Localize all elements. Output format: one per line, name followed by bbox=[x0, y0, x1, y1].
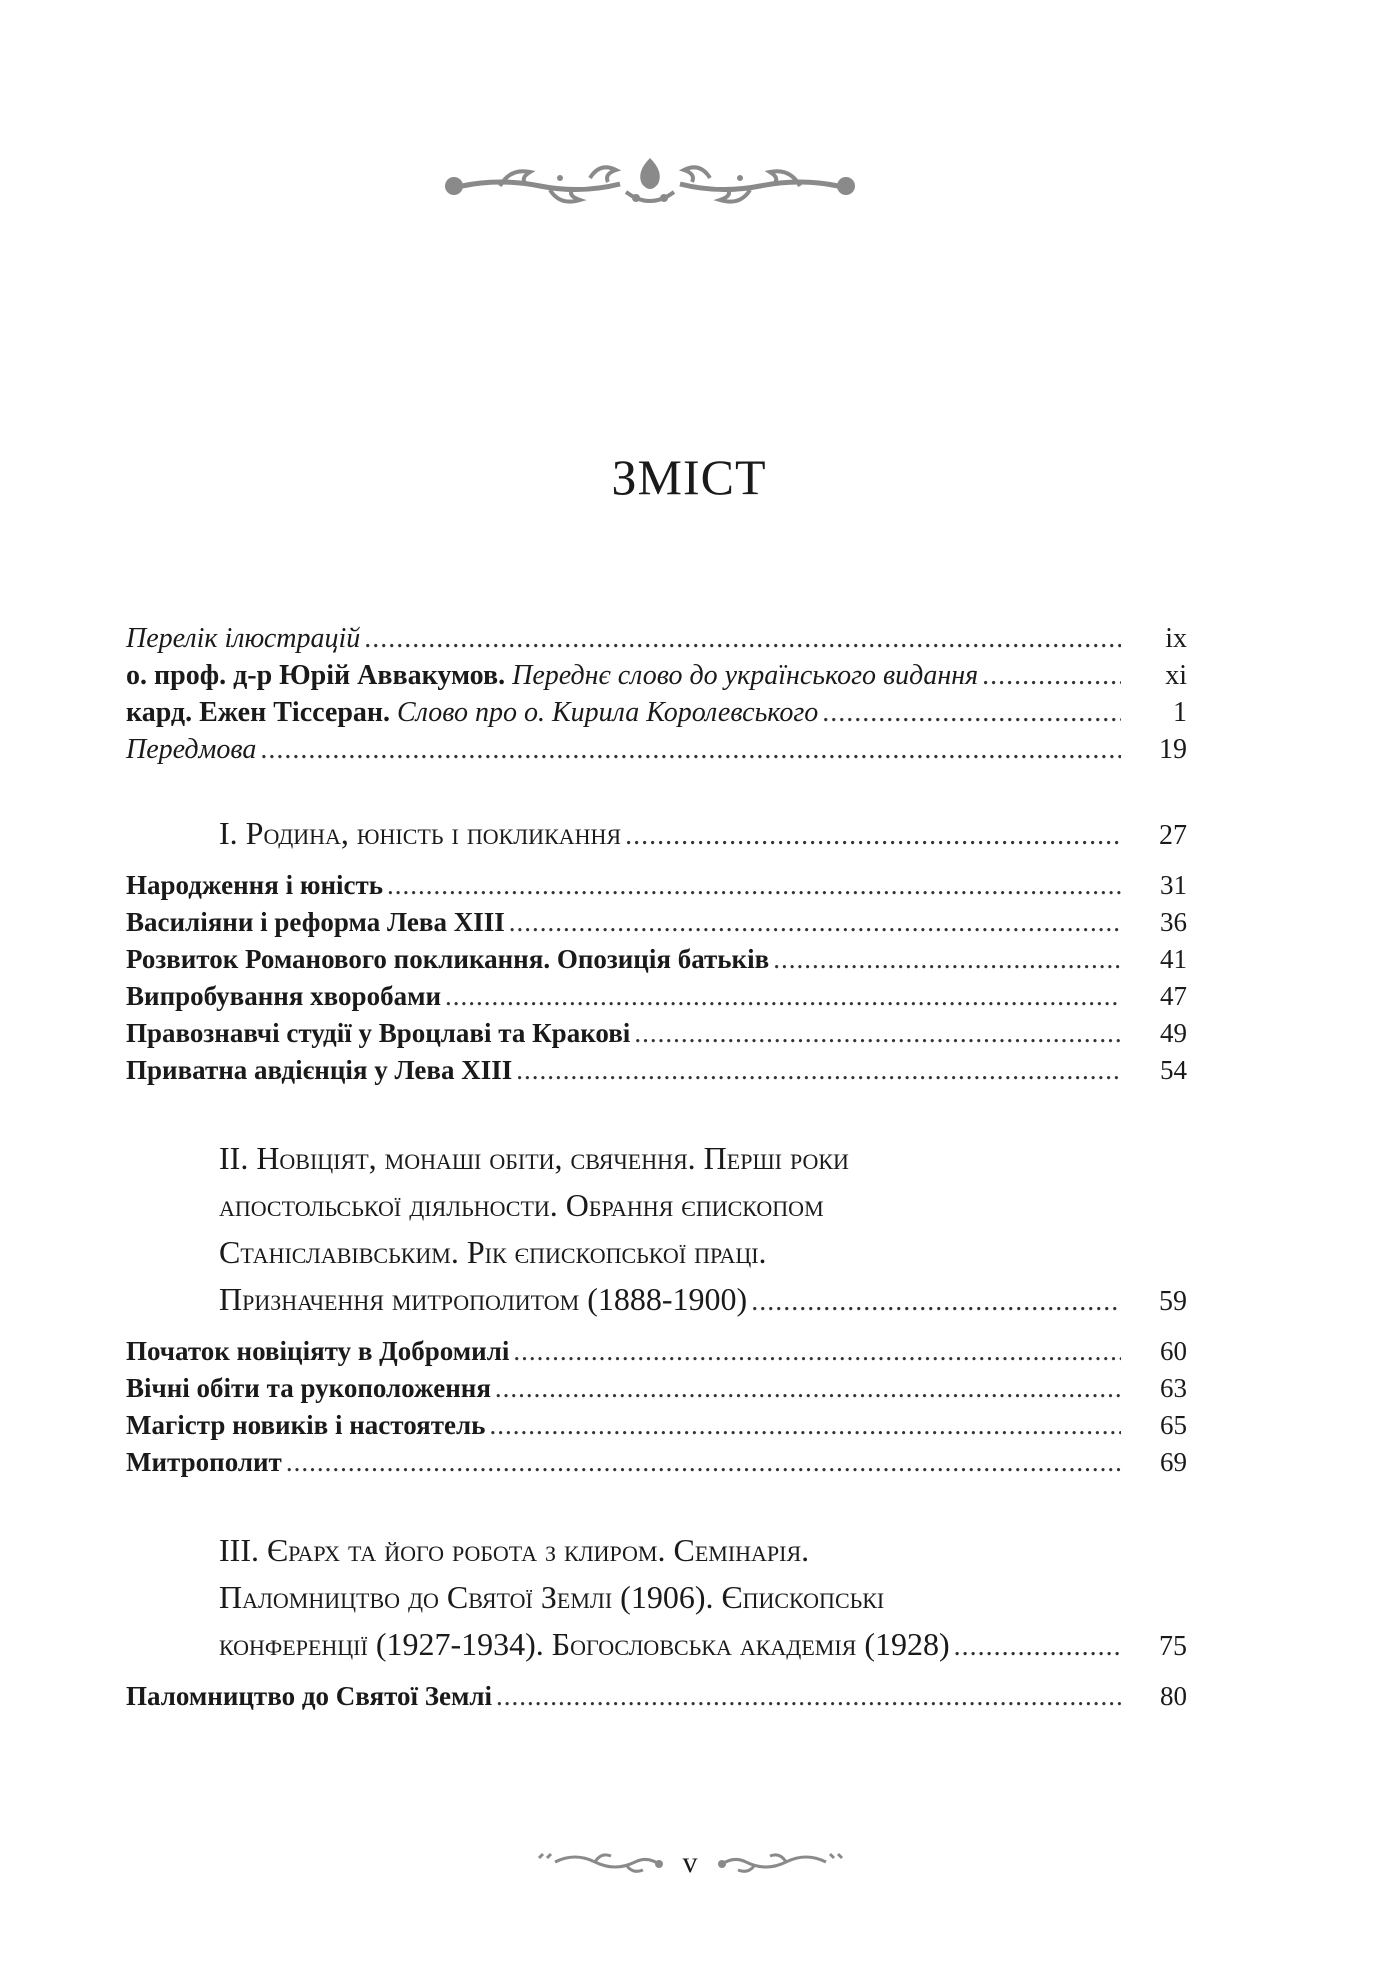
toc-entry-label: Василіяни і реформа Лева XIII bbox=[126, 907, 505, 937]
leader-dots bbox=[822, 694, 1121, 731]
toc-entry-page: 80 bbox=[1160, 1681, 1187, 1711]
leader-dots bbox=[634, 1015, 1121, 1052]
chapter-heading[interactable] bbox=[126, 810, 1187, 859]
floral-ornament-icon bbox=[440, 148, 860, 218]
chapter-entries bbox=[126, 867, 1187, 1089]
leader-dots bbox=[495, 1370, 1121, 1407]
toc-entry-label: Магістр новиків і настоятель bbox=[126, 1410, 486, 1440]
chapter-page: 27 bbox=[1159, 820, 1187, 851]
chapter-title-line: конференції (1927-1934). Богословська академія (1928) bbox=[219, 1626, 950, 1662]
toc-entry-label: Вічні обіти та рукоположення bbox=[126, 1373, 491, 1403]
leader-dots bbox=[496, 1678, 1121, 1715]
toc-entry[interactable] bbox=[126, 657, 1187, 694]
chapter-title-line: ІІ. Новіціят, монаші обіти, свячення. Перші роки bbox=[219, 1140, 849, 1176]
toc-entry[interactable] bbox=[126, 867, 1187, 904]
chapter-page: 59 bbox=[1159, 1286, 1187, 1317]
chapter-entries bbox=[126, 1333, 1187, 1481]
toc-entry-page: 69 bbox=[1160, 1447, 1187, 1477]
toc-entry-label: Розвиток Романового покликання. Опозиція батьків bbox=[126, 944, 770, 974]
toc-entry-page: 60 bbox=[1160, 1336, 1187, 1366]
toc-entry-author: о. проф. д-р Юрій Аввакумов. bbox=[126, 660, 506, 691]
toc-entry-page: 36 bbox=[1160, 907, 1187, 937]
leader-dots bbox=[489, 1407, 1121, 1444]
toc-entry-label: Початок новіціяту в Добромилі bbox=[126, 1336, 510, 1366]
leader-dots bbox=[751, 1278, 1121, 1325]
front-matter bbox=[126, 620, 1187, 768]
leader-dots bbox=[625, 812, 1121, 859]
toc-entry-page: 1 bbox=[1173, 697, 1187, 728]
toc-entry-label: Правознавчі студії у Вроцлаві та Кракові bbox=[126, 1018, 631, 1048]
table-of-contents bbox=[126, 620, 1187, 1715]
chapter-heading[interactable] bbox=[126, 1527, 1187, 1670]
toc-entry-page: 54 bbox=[1160, 1055, 1187, 1085]
toc-entry-label: Народження і юність bbox=[126, 870, 384, 900]
page-title: ЗМІСТ bbox=[611, 449, 767, 505]
toc-entry-label: Переднє слово до українського видання bbox=[512, 660, 979, 691]
chapter-title-line: ІІІ. Єрарх та його робота з клиром. Семінарія. bbox=[219, 1532, 810, 1568]
chapter-heading[interactable] bbox=[126, 1135, 1187, 1325]
leader-dots bbox=[364, 620, 1121, 657]
chapter-entries bbox=[126, 1678, 1187, 1715]
toc-entry[interactable] bbox=[126, 694, 1187, 731]
toc-entry-page: 31 bbox=[1160, 870, 1187, 900]
page-number: v bbox=[682, 1846, 698, 1879]
chapter-title-line: Призначення митрополитом (1888-1900) bbox=[219, 1281, 748, 1317]
toc-entry[interactable] bbox=[126, 978, 1187, 1015]
toc-entry-page: 65 bbox=[1160, 1410, 1187, 1440]
leader-dots bbox=[445, 978, 1121, 1015]
chapter-page: 75 bbox=[1159, 1631, 1187, 1662]
toc-entry-label: Передмова bbox=[126, 734, 257, 765]
leader-dots bbox=[260, 731, 1121, 768]
flourish-right-icon bbox=[716, 1848, 846, 1878]
toc-entry-label: Слово про о. Кирила Королевського bbox=[397, 697, 819, 728]
toc-entry[interactable] bbox=[126, 1015, 1187, 1052]
flourish-left-icon bbox=[535, 1848, 665, 1878]
toc-entry[interactable] bbox=[126, 1678, 1187, 1715]
leader-dots bbox=[387, 867, 1121, 904]
leader-dots bbox=[773, 941, 1121, 978]
toc-entry-author: кард. Ежен Тіссеран. bbox=[126, 697, 391, 728]
chapter-title-line: Паломництво до Святої Землі (1906). Єпископські bbox=[219, 1579, 885, 1615]
toc-entry-page: 19 bbox=[1159, 734, 1187, 765]
leader-dots bbox=[954, 1623, 1121, 1670]
toc-entry-label: Приватна авдієнція у Лева XIII bbox=[126, 1055, 513, 1085]
toc-entry-label: Митрополит bbox=[126, 1447, 282, 1477]
chapter-title-line: апостольської діяльности. Обрання єпископом bbox=[219, 1187, 824, 1223]
chapter-title-line: Станіславівським. Рік єпископської праці. bbox=[219, 1234, 767, 1270]
toc-entry[interactable] bbox=[126, 731, 1187, 768]
leader-dots bbox=[286, 1444, 1121, 1481]
leader-dots bbox=[516, 1052, 1121, 1089]
toc-entry[interactable] bbox=[126, 1444, 1187, 1481]
toc-entry[interactable] bbox=[126, 620, 1187, 657]
leader-dots bbox=[982, 657, 1121, 694]
toc-entry-page: 41 bbox=[1160, 944, 1187, 974]
toc-entry[interactable] bbox=[126, 1407, 1187, 1444]
toc-entry[interactable] bbox=[126, 941, 1187, 978]
toc-entry-page: 47 bbox=[1160, 981, 1187, 1011]
toc-entry-page: ix bbox=[1165, 623, 1187, 654]
toc-entry-page: 49 bbox=[1160, 1018, 1187, 1048]
toc-entry-page: xi bbox=[1165, 660, 1187, 691]
toc-entry[interactable] bbox=[126, 904, 1187, 941]
toc-entry[interactable] bbox=[126, 1370, 1187, 1407]
toc-entry-label: Випробування хворобами bbox=[126, 981, 442, 1011]
leader-dots bbox=[513, 1333, 1121, 1370]
toc-entry-label: Паломництво до Святої Землі bbox=[126, 1681, 493, 1711]
chapter-title-line: І. Родина, юність і покликання bbox=[219, 815, 622, 851]
leader-dots bbox=[509, 904, 1121, 941]
toc-entry-page: 63 bbox=[1160, 1373, 1187, 1403]
page-footer bbox=[490, 1838, 890, 1888]
toc-entry[interactable] bbox=[126, 1052, 1187, 1089]
toc-entry[interactable] bbox=[126, 1333, 1187, 1370]
toc-entry-label: Перелік ілюстрацій bbox=[126, 623, 361, 654]
